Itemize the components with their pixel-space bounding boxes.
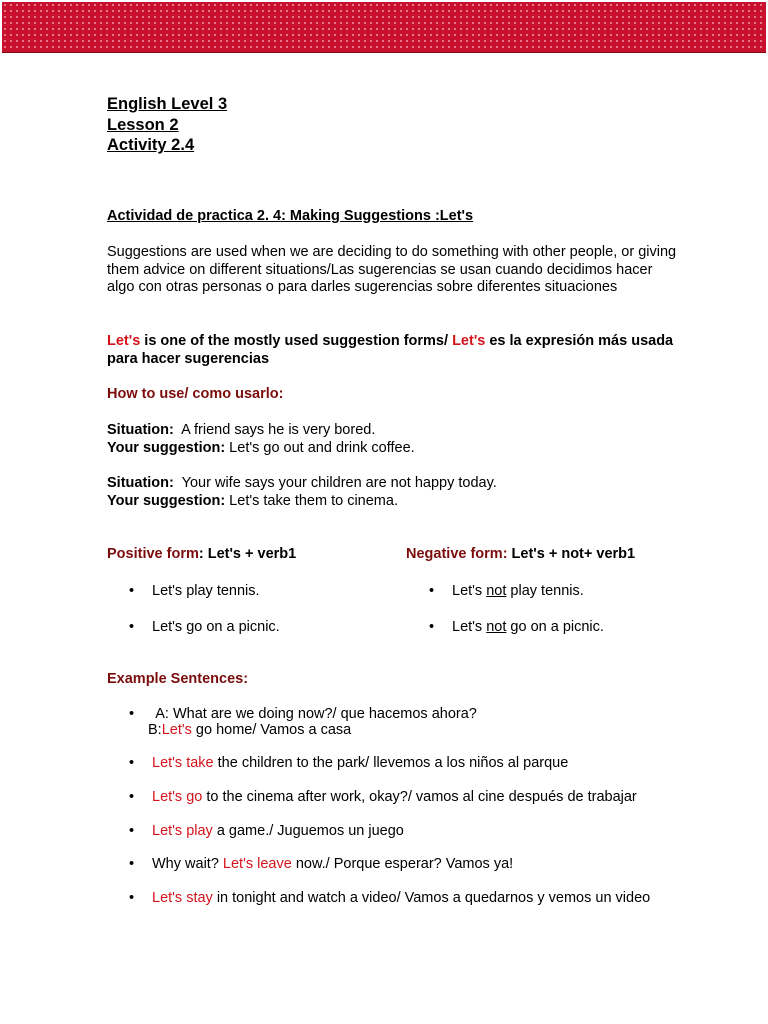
bullet: • [129, 619, 135, 635]
lets-phrase: Let's take [152, 755, 214, 771]
example-sentence: • Let's stay in tonight and watch a video/ Vamos a quedarnos y vemos un video [129, 890, 651, 906]
situation-text: Your wife says your children are not happy today. [173, 475, 497, 491]
example-sentence: • A: What are we doing now?/ que hacemos ahora? B:Let's go home/ Vamos a casa [129, 706, 477, 738]
situation-block-1 [107, 422, 677, 457]
bullet: • [129, 755, 135, 771]
bullet: • [429, 619, 435, 635]
example-sentence: • Why wait? Let's leave now./ Porque esperar? Vamos ya! [129, 856, 514, 872]
bullet: • [129, 823, 135, 839]
lets-phrase: Let's go [152, 789, 203, 805]
activity-heading: Actividad de practica 2. 4: Making Suggestions :Let's [107, 208, 474, 224]
positive-form-heading [107, 546, 387, 564]
example-sentences-heading: Example Sentences: [107, 671, 249, 687]
bullet: • [129, 789, 135, 805]
positive-form-label: Positive form [107, 546, 199, 562]
negative-form-label: Negative form: [406, 546, 508, 562]
negative-example: • Let's not go on a picnic. [429, 619, 604, 635]
situation-block-2 [107, 475, 677, 510]
bullet: • [129, 583, 135, 599]
document-titles [107, 94, 227, 156]
bullet: • [129, 856, 135, 872]
lets-phrase: Let's play [152, 823, 213, 839]
situation-label: Situation: [107, 422, 174, 438]
suggestion-text: Let's take them to cinema. [225, 492, 398, 509]
negative-form-heading [406, 546, 686, 564]
suggestion-label: Your suggestion: [107, 492, 226, 509]
decorative-header-banner [2, 2, 766, 53]
intro-paragraph: Suggestions are used when we are deciding to do something with other people, or giving them advice on different situations/Las sugerencias se usan cuando decidimos hacer algo con otras personas o para darles sugerencias sobre diferentes situaciones [107, 244, 677, 295]
example-sentence: • Let's go to the cinema after work, okay?/ vamos al cine después de trabajar [129, 789, 637, 805]
lets-note-text-2: es la expresión más usada para hacer sugerencias [107, 333, 674, 367]
bullet: • [429, 583, 435, 599]
example-sentence: • Let's take the children to the park/ llevemos a los niños al parque [129, 755, 569, 771]
positive-example: • Let's play tennis. [129, 583, 260, 599]
lets-phrase: Let's leave [222, 856, 292, 872]
situation-label: Situation: [107, 475, 174, 491]
lets-keyword: Let's [107, 333, 141, 349]
negative-example: • Let's not play tennis. [429, 583, 584, 599]
lets-keyword: Let's [452, 333, 486, 349]
positive-example: • Let's go on a picnic. [129, 619, 280, 635]
negative-form-formula: Let's + not+ verb1 [507, 546, 636, 562]
bullet: • [129, 706, 135, 722]
how-to-use-heading: How to use/ como usarlo: [107, 386, 284, 402]
lesson-title: Lesson 2 [107, 115, 179, 134]
suggestion-label: Your suggestion: [107, 439, 226, 456]
bullet: • [129, 890, 135, 906]
positive-form-formula: : Let's + verb1 [198, 546, 297, 562]
activity-title: Activity 2.4 [107, 136, 195, 154]
situation-text: A friend says he is very bored. [173, 422, 376, 438]
lets-phrase: Let's stay [152, 890, 213, 906]
example-sentence: • Let's play a game./ Juguemos un juego [129, 823, 404, 839]
lets-keyword: Let's [161, 722, 192, 738]
lets-note-text-1: is one of the mostly used suggestion forms/ [140, 333, 453, 349]
suggestion-text: Let's go out and drink coffee. [225, 439, 415, 456]
course-title: English Level 3 [107, 95, 228, 113]
lets-note [107, 333, 677, 368]
